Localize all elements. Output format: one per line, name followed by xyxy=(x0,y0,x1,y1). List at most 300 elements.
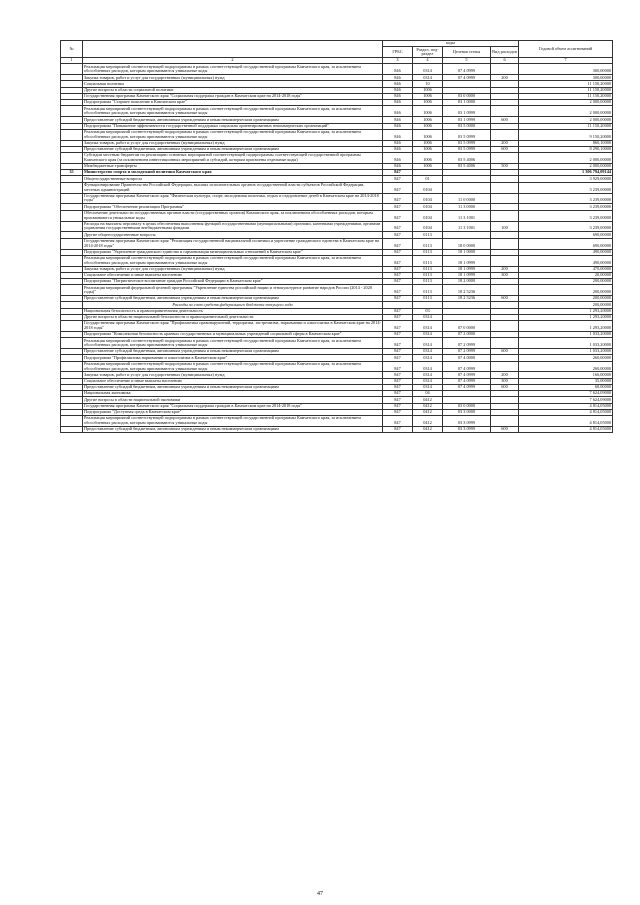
row-grbs: 847 xyxy=(383,210,413,221)
row-description: Реализация мероприятий соответствующей подпрограммы в рамках соответствующей государственной программы Камчатского края, за исключением обособленных расходов, которым присваиваются уникальные коды xyxy=(83,338,383,349)
row-razdel: 0412 xyxy=(413,397,443,403)
row-grbs: 846 xyxy=(383,87,413,93)
table-row xyxy=(61,255,613,266)
row-amount: 4 814,05000 xyxy=(519,426,613,432)
row-description: Социальное обеспечение и иные выплаты населению xyxy=(83,272,383,278)
row-amount: 300,00000 xyxy=(519,75,613,81)
row-vid xyxy=(491,153,519,164)
row-razdel: 10 xyxy=(413,81,443,87)
row-amount: 11 150,20000 xyxy=(519,81,613,87)
row-grbs: 846 xyxy=(383,106,413,117)
row-vid xyxy=(491,255,519,266)
row-vid xyxy=(491,129,519,140)
row-amount: 166,00000 xyxy=(519,372,613,378)
row-target: 03 1 0999 xyxy=(443,117,491,123)
table-body xyxy=(61,64,613,433)
row-grbs: 846 xyxy=(383,117,413,123)
row-grbs: 847 xyxy=(383,170,413,176)
row-razdel: 0412 xyxy=(413,416,443,427)
row-grbs: 847 xyxy=(383,403,413,409)
row-amount: 1 033,20000 xyxy=(519,332,613,338)
row-target: 03 0 0000 xyxy=(443,93,491,99)
row-grbs: 846 xyxy=(383,100,413,106)
row-description: Расходы на выплаты персоналу в целях обеспечения выполнения функций государственными (муниципальными) органами, казенными учреждениями, органами управления государственными внебюджетными фондами xyxy=(83,221,383,232)
row-description: Другие общегосударственные вопросы xyxy=(83,232,383,238)
row-amount: 1 293,20000 xyxy=(519,321,613,332)
row-vid xyxy=(491,64,519,75)
row-amount: 260,00000 xyxy=(519,361,613,372)
table-row xyxy=(61,129,613,140)
row-target: 11 3 1001 xyxy=(443,210,491,221)
row-number xyxy=(61,129,83,140)
row-amount: 11 150,20000 xyxy=(519,87,613,93)
table-row xyxy=(61,106,613,117)
row-grbs: 846 xyxy=(383,129,413,140)
row-amount: 4 814,05000 xyxy=(519,409,613,415)
row-amount: 1 293,20000 xyxy=(519,308,613,314)
row-razdel: 04 xyxy=(413,391,443,397)
row-razdel: 1006 xyxy=(413,117,443,123)
row-description: Социальная политика xyxy=(83,81,383,87)
row-grbs: 846 xyxy=(383,140,413,146)
row-vid xyxy=(491,210,519,221)
row-amount: 3 239,00000 xyxy=(519,193,613,204)
row-description: Реализация мероприятий федеральной целевой программы "Укрепление единства российской нации и этнокультурное развитие народов России (2014 - 2020 годы)" xyxy=(83,285,383,296)
row-razdel: 0314 xyxy=(413,332,443,338)
row-target: 11 0 0000 xyxy=(443,193,491,204)
row-amount: 2 000,00000 xyxy=(519,163,613,169)
row-description: Государственная программа Камчатского края "Социальная поддержка граждан в Камчатском крае на 2014-2018 годы" xyxy=(83,403,383,409)
row-target: 03 5 4006 xyxy=(443,163,491,169)
row-number: 35 xyxy=(61,170,83,176)
header-num: № xyxy=(61,41,83,58)
row-target: 18 2 5236 xyxy=(443,296,491,302)
row-grbs: 847 xyxy=(383,416,413,427)
row-amount: 2 000,00000 xyxy=(519,117,613,123)
row-number xyxy=(61,338,83,349)
table-row xyxy=(61,64,613,75)
table-row xyxy=(61,361,613,372)
row-description: Функционирование Правительства Российской Федерации, высших исполнительных органов государственной власти субъектов Российской Федерации, местных администраций xyxy=(83,182,383,193)
row-razdel: 1006 xyxy=(413,93,443,99)
row-description: Реализация мероприятий соответствующей подпрограммы в рамках соответствующей государственной программы Камчатского края, за исключением обособленных расходов, которым присваиваются уникальные коды xyxy=(83,64,383,75)
row-razdel: 0104 xyxy=(413,193,443,204)
row-description: Подпрограмма "Патриотическое воспитание граждан Российской Федерации в Камчатском крае" xyxy=(83,279,383,285)
row-amount: 11 150,20000 xyxy=(519,123,613,129)
row-target: 03 5 0999 xyxy=(443,146,491,152)
row-amount: 4 814,05000 xyxy=(519,416,613,427)
row-number xyxy=(61,193,83,204)
row-vid: 200 xyxy=(491,140,519,146)
row-grbs: 847 xyxy=(383,238,413,249)
table-row xyxy=(61,321,613,332)
row-vid xyxy=(491,361,519,372)
row-grbs: 847 xyxy=(383,255,413,266)
table-row xyxy=(61,338,613,349)
row-amount: 490,00000 xyxy=(519,255,613,266)
row-amount: 300,00000 xyxy=(519,64,613,75)
row-target: 18 2 5236 xyxy=(443,285,491,296)
row-razdel: 0314 xyxy=(413,372,443,378)
row-grbs: 847 xyxy=(383,426,413,432)
row-description: Министерство спорта и молодежной политики Камчатского края xyxy=(83,170,383,176)
row-grbs: 846 xyxy=(383,163,413,169)
row-grbs: 847 xyxy=(383,279,413,285)
row-grbs: 846 xyxy=(383,153,413,164)
row-description: Предоставление субсидий бюджетным, автономным учреждениям и иным некоммерческим организациям xyxy=(83,349,383,355)
row-description: Межбюджетные трансферты xyxy=(83,163,383,169)
header-target: Целевая статья xyxy=(443,47,491,58)
row-amount: 3 929,00000 xyxy=(519,176,613,182)
row-grbs: 847 xyxy=(383,232,413,238)
row-description: Расходы за счет средств федерального бюджета текущего года xyxy=(83,302,383,308)
row-number xyxy=(61,221,83,232)
row-amount: 260,00000 xyxy=(519,355,613,361)
row-description: Реализация мероприятий соответствующей подпрограммы в рамках соответствующей государственной программы Камчатского края, за исключением обособленных расходов, которым присваиваются уникальные коды xyxy=(83,255,383,266)
row-target: 18 1 0000 xyxy=(443,249,491,255)
row-vid xyxy=(491,106,519,117)
row-target: 07 0 0000 xyxy=(443,321,491,332)
row-target: 07 2 0999 xyxy=(443,349,491,355)
row-vid: 600 xyxy=(491,296,519,302)
row-description: Закупка товаров, работ и услуг для государственных (муниципальных) нужд xyxy=(83,75,383,81)
row-razdel: 0104 xyxy=(413,221,443,232)
row-description: Национальная экономика xyxy=(83,391,383,397)
row-amount: 8 290,10000 xyxy=(519,146,613,152)
row-target: 03 3 0999 xyxy=(443,426,491,432)
row-vid: 600 xyxy=(491,349,519,355)
row-number xyxy=(61,153,83,164)
row-grbs: 847 xyxy=(383,182,413,193)
row-razdel: 0104 xyxy=(413,210,443,221)
row-amount: 860,10000 xyxy=(519,140,613,146)
row-number xyxy=(61,210,83,221)
row-grbs: 847 xyxy=(383,397,413,403)
row-description: Закупка товаров, работ и услуг для государственных (муниципальных) нужд xyxy=(83,140,383,146)
row-grbs: 847 xyxy=(383,308,413,314)
row-amount: 200,00000 xyxy=(519,285,613,296)
table-row xyxy=(61,426,613,432)
row-razdel: 0412 xyxy=(413,403,443,409)
row-amount: 3 239,00000 xyxy=(519,182,613,193)
row-number xyxy=(61,416,83,427)
row-description: Предоставление субсидий бюджетным, автономным учреждениям и иным некоммерческим организациям xyxy=(83,296,383,302)
table-row xyxy=(61,238,613,249)
row-number xyxy=(61,255,83,266)
row-grbs: 847 xyxy=(383,338,413,349)
row-razdel: 01 xyxy=(413,176,443,182)
row-target: 03 3 0000 xyxy=(443,409,491,415)
row-razdel: 0113 xyxy=(413,238,443,249)
row-description: Предоставление субсидий бюджетным, автономным учреждениям и иным некоммерческим организациям xyxy=(83,384,383,390)
table-row xyxy=(61,153,613,164)
row-target: 07 4 0999 xyxy=(443,378,491,384)
header-index: 4 xyxy=(413,58,443,64)
row-grbs: 847 xyxy=(383,272,413,278)
row-razdel: 0314 xyxy=(413,314,443,320)
row-description: Другие вопросы в области социальной политики xyxy=(83,87,383,93)
row-amount: 35,00000 xyxy=(519,378,613,384)
budget-table xyxy=(60,40,613,433)
row-grbs: 846 xyxy=(383,93,413,99)
row-vid: 200 xyxy=(491,266,519,272)
row-target: 03 5 0999 xyxy=(443,140,491,146)
row-number xyxy=(61,106,83,117)
row-target: 07 2 0000 xyxy=(443,332,491,338)
row-description: Предоставление субсидий бюджетным, автономным учреждениям и иным некоммерческим организациям xyxy=(83,426,383,432)
row-grbs: 847 xyxy=(383,384,413,390)
row-razdel: 0113 xyxy=(413,279,443,285)
row-grbs: 847 xyxy=(383,378,413,384)
row-description: Обеспечение деятельности государственных органов власти (государственных органов) Камчатского края, за исключением обособленных расходов, которым присваиваются уникальные коды xyxy=(83,210,383,221)
row-razdel: 1006 xyxy=(413,153,443,164)
header-codes-group: коды xyxy=(383,41,519,47)
row-razdel: 0113 xyxy=(413,255,443,266)
header-index: 5 xyxy=(443,58,491,64)
table-row xyxy=(61,182,613,193)
row-grbs: 847 xyxy=(383,391,413,397)
row-grbs: 847 xyxy=(383,193,413,204)
row-razdel: 0314 xyxy=(413,384,443,390)
row-amount: 470,00000 xyxy=(519,266,613,272)
row-amount: 3 239,00000 xyxy=(519,210,613,221)
row-vid xyxy=(491,321,519,332)
row-description: Предоставление субсидий бюджетным, автономным учреждениям и иным некоммерческим организациям xyxy=(83,146,383,152)
row-vid xyxy=(491,182,519,193)
table-row xyxy=(61,221,613,232)
row-razdel: 0314 xyxy=(413,321,443,332)
row-razdel: 0113 xyxy=(413,296,443,302)
row-description: Подпрограмма "Укрепление гражданского единства и гармонизация межнациональных отношений в Камчатском крае" xyxy=(83,249,383,255)
row-grbs: 847 xyxy=(383,296,413,302)
row-number xyxy=(61,285,83,296)
row-grbs: 847 xyxy=(383,285,413,296)
row-description: Реализация мероприятий соответствующей подпрограммы в рамках соответствующей государственной программы Камчатского края, за исключением обособленных расходов, которым присваиваются уникальные коды xyxy=(83,106,383,117)
table-header xyxy=(61,41,613,64)
row-razdel: 03 xyxy=(413,308,443,314)
row-target: 07 4 0999 xyxy=(443,75,491,81)
row-grbs: 846 xyxy=(383,64,413,75)
row-description: Закупка товаров, работ и услуг для государственных (муниципальных) нужд xyxy=(83,372,383,378)
row-razdel: 0314 xyxy=(413,75,443,81)
row-amount: 11 150,20000 xyxy=(519,93,613,99)
row-target: 07 4 0999 xyxy=(443,361,491,372)
row-target: 18 1 0999 xyxy=(443,255,491,266)
row-grbs: 847 xyxy=(383,355,413,361)
row-grbs: 847 xyxy=(383,314,413,320)
row-target: 03 1 0999 xyxy=(443,106,491,117)
row-razdel: 0314 xyxy=(413,378,443,384)
row-grbs: 847 xyxy=(383,221,413,232)
row-description: Государственная программа Камчатского края "Профилактика правонарушений, терроризма, экстремизма, наркомании и алкоголизма в Камчатском крае на 2014-2018 годы" xyxy=(84,320,381,331)
row-razdel: 0314 xyxy=(413,349,443,355)
table-row xyxy=(61,210,613,221)
row-amount: 60,00000 xyxy=(519,384,613,390)
row-target: 03 0 0000 xyxy=(443,403,491,409)
page-number: 47 xyxy=(317,891,323,897)
row-razdel: 0104 xyxy=(413,182,443,193)
header-grbs: ГРБС xyxy=(383,47,413,58)
row-target: 18 2 0000 xyxy=(443,279,491,285)
row-number xyxy=(61,238,83,249)
row-grbs: 847 xyxy=(383,409,413,415)
row-razdel: 0113 xyxy=(413,285,443,296)
row-vid: 600 xyxy=(491,426,519,432)
row-description: Социальное обеспечение и иные выплаты населению xyxy=(83,378,383,384)
row-razdel: 1006 xyxy=(413,146,443,152)
row-razdel: 1006 xyxy=(413,123,443,129)
row-razdel: 0314 xyxy=(413,355,443,361)
header-index: 3 xyxy=(383,58,413,64)
row-amount: 20,00000 xyxy=(519,272,613,278)
row-description: Субсидии местным бюджетам на реализацию основных мероприятий соответствующей подпрограммы соответствующей государственной программы Камчатского края (за исключением инвестиционных мероприятий и субсидий, которым присвоены отдельные коды) xyxy=(83,153,383,164)
row-grbs: 847 xyxy=(383,321,413,332)
row-description: Реализация мероприятий соответствующей подпрограммы в рамках соответствующей государственной программы Камчатского края, за исключением обособленных расходов, которым присваиваются уникальные коды xyxy=(83,129,383,140)
row-target: 18 1 0999 xyxy=(443,272,491,278)
row-amount: 2 000,00000 xyxy=(519,100,613,106)
row-amount: 7 624,09000 xyxy=(519,391,613,397)
row-target: 03 3 0999 xyxy=(443,416,491,427)
row-number xyxy=(61,426,83,432)
row-amount: 200,00000 xyxy=(519,296,613,302)
row-description: Подпрограмма "Обеспечение реализации Программы" xyxy=(83,204,383,210)
row-description: Закупка товаров, работ и услуг для государственных (муниципальных) нужд xyxy=(83,266,383,272)
header-index: 6 xyxy=(491,58,519,64)
row-amount: 200,00000 xyxy=(519,279,613,285)
row-amount: 1 306 794,09144 xyxy=(519,170,613,176)
row-vid: 200 xyxy=(491,372,519,378)
row-grbs: 847 xyxy=(383,176,413,182)
row-vid: 300 xyxy=(491,378,519,384)
row-amount: 490,00000 xyxy=(519,249,613,255)
row-target xyxy=(443,182,491,193)
row-number xyxy=(61,361,83,372)
row-vid xyxy=(491,338,519,349)
row-number xyxy=(61,64,83,75)
row-target: 11 3 1001 xyxy=(443,221,491,232)
row-target: 07 2 0999 xyxy=(443,338,491,349)
row-vid: 600 xyxy=(491,146,519,152)
row-description: Государственная программа Камчатского края "Физическая культура, спорт, молодежная политика, отдых и оздоровление детей в Камчатском крае на 2014-2018 годы" xyxy=(83,193,383,204)
row-description: Государственная программа Камчатского края "Реализация государственной национальной политики и укрепление гражданского единства в Камчатском крае на 2014-2018 годы" xyxy=(83,238,383,249)
row-razdel: 0412 xyxy=(413,426,443,432)
row-razdel: 0113 xyxy=(413,232,443,238)
header-index: 7 xyxy=(519,58,613,64)
row-target: 18 0 0000 xyxy=(443,238,491,249)
row-vid: 300 xyxy=(491,272,519,278)
row-vid: 100 xyxy=(491,221,519,232)
row-vid: 200 xyxy=(491,75,519,81)
row-razdel: 0113 xyxy=(413,249,443,255)
row-number xyxy=(61,182,83,193)
row-razdel: 0314 xyxy=(413,64,443,75)
row-target: 07 4 0999 xyxy=(443,384,491,390)
row-grbs: 846 xyxy=(383,146,413,152)
row-amount: 9 150,20000 xyxy=(519,129,613,140)
row-razdel: 1006 xyxy=(413,87,443,93)
row-vid: 500 xyxy=(491,163,519,169)
row-razdel: 1006 xyxy=(413,129,443,140)
row-description: Предоставление субсидий бюджетным, автономным учреждениям и иным некоммерческим организациям xyxy=(83,117,383,123)
header-index: 1 xyxy=(61,58,83,64)
row-vid xyxy=(491,285,519,296)
row-grbs: 847 xyxy=(383,249,413,255)
row-razdel: 0113 xyxy=(413,266,443,272)
row-amount: 2 000,00000 xyxy=(519,106,613,117)
table-row xyxy=(61,416,613,427)
row-target: 03 5 0000 xyxy=(443,123,491,129)
row-vid xyxy=(491,193,519,204)
row-target: 07 4 0000 xyxy=(443,355,491,361)
row-description: Другие вопросы в области национальной безопасности и правоохранительной деятельности xyxy=(83,314,383,320)
row-razdel: 0314 xyxy=(413,361,443,372)
row-description: Подпрограмма "Старшее поколение в Камчатском крае" xyxy=(83,100,383,106)
row-description: Национальная безопасность и правоохранительная деятельность xyxy=(83,308,383,314)
row-amount: 1 033,20000 xyxy=(519,349,613,355)
row-grbs: 847 xyxy=(383,332,413,338)
row-description: Реализация мероприятий соответствующей подпрограммы в рамках соответствующей государственной программы Камчатского края, за исключением обособленных расходов, которым присваиваются уникальные коды xyxy=(83,416,383,427)
row-description: Государственная программа Камчатского края "Социальная поддержка граждан в Камчатском крае на 2014-2018 годы" xyxy=(83,93,383,99)
row-grbs: 846 xyxy=(383,81,413,87)
header-vid: Вид расходов xyxy=(491,47,519,58)
row-vid xyxy=(491,238,519,249)
row-amount: 3 239,00000 xyxy=(519,204,613,210)
row-description: Подпрограмма "Повышение эффективности государственной поддержки социально ориентированных некоммерческих организаций" xyxy=(83,123,383,129)
row-grbs: 847 xyxy=(383,266,413,272)
row-target: 03 5 4006 xyxy=(443,153,491,164)
row-amount: 1 033,20000 xyxy=(519,338,613,349)
row-target: 03 1 0000 xyxy=(443,100,491,106)
row-razdel: 1006 xyxy=(413,163,443,169)
row-description: Общегосударственные вопросы xyxy=(83,176,383,182)
row-razdel: 0412 xyxy=(413,409,443,415)
row-amount: 4 814,05000 xyxy=(519,403,613,409)
row-razdel: 0314 xyxy=(413,338,443,349)
row-amount: 7 624,09000 xyxy=(519,397,613,403)
row-vid: 600 xyxy=(491,384,519,390)
row-amount: 690,00000 xyxy=(519,238,613,249)
row-amount: 2 000,00000 xyxy=(519,153,613,164)
row-vid: 600 xyxy=(491,117,519,123)
row-grbs: 847 xyxy=(383,204,413,210)
header-name xyxy=(83,41,383,58)
row-razdel: 1006 xyxy=(413,140,443,146)
row-description: Другие вопросы в области национальной экономики xyxy=(83,397,383,403)
row-description: Реализация мероприятий соответствующей подпрограммы в рамках соответствующей государственной программы Камчатского края, за исключением обособленных расходов, которым присваиваются уникальные коды xyxy=(83,361,383,372)
row-description: Подпрограмма "Профилактика наркомании и алкоголизма в Камчатском крае" xyxy=(83,355,383,361)
header-razdel: Раздел, под-раздел xyxy=(413,47,443,58)
row-description: Подпрограмма "Комплексная безопасность краевых государственных и муниципальных учреждений социальной сферы в Камчатском крае" xyxy=(83,332,383,338)
row-number xyxy=(61,321,83,332)
budget-page xyxy=(60,40,612,433)
header-amount: Годовой объем ассигнований xyxy=(519,41,613,58)
row-grbs: 847 xyxy=(383,349,413,355)
header-index: 2 xyxy=(83,58,383,64)
row-target: 07 4 0999 xyxy=(443,372,491,378)
row-amount: 200,00000 xyxy=(519,302,613,308)
row-description: Подпрограмма "Доступная среда в Камчатском крае" xyxy=(83,409,383,415)
row-target: 18 1 0999 xyxy=(443,266,491,272)
row-amount: 690,00000 xyxy=(519,232,613,238)
row-grbs: 846 xyxy=(383,75,413,81)
row-grbs: 846 xyxy=(383,123,413,129)
table-row xyxy=(61,285,613,296)
row-target: 11 3 0000 xyxy=(443,204,491,210)
table-row xyxy=(61,193,613,204)
row-grbs: 847 xyxy=(383,372,413,378)
row-vid xyxy=(491,416,519,427)
row-amount: 1 293,20000 xyxy=(519,314,613,320)
